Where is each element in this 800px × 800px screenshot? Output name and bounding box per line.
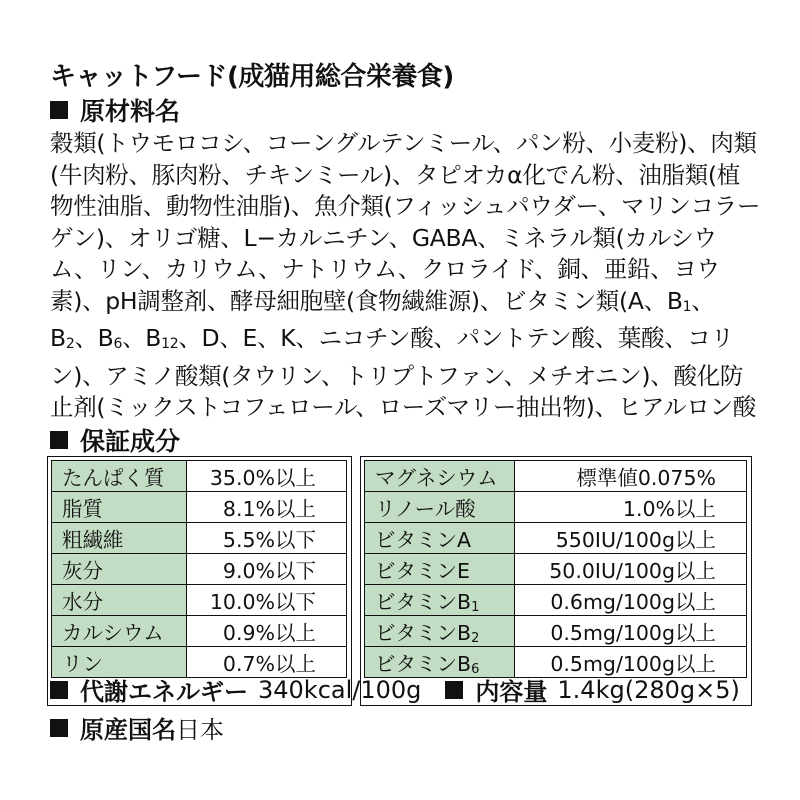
guaranteed-heading xyxy=(50,422,180,458)
nutrient-name-text: 灰分 xyxy=(62,559,103,583)
nutrient-name xyxy=(52,616,187,647)
table-row xyxy=(52,492,347,523)
nutrient-name-subscript: 2 xyxy=(471,631,480,646)
ingredients-sub-6: 6 xyxy=(113,336,123,352)
nutrient-name-text: ビタミンA xyxy=(375,528,472,552)
nutrient-name xyxy=(365,616,515,647)
nutrient-value: 0.9%以上 xyxy=(187,616,347,647)
nutrient-value: 0.5mg/100g以上 xyxy=(514,616,746,647)
ingredients-part-1: 穀類(トウモロコシ、コーングルテンミール、パン粉、小麦粉)、肉類(牛肉粉、豚肉粉、チキンミール)、タピオカα化でん粉、油脂類(植物性油脂、動物性油脂)、魚介類(フィッシュパウダー、マリンコラーゲン)、オリゴ糖、L−カルニチン、GABA、ミネラル類(カルシウム、リン、カリウム、ナトリウム、クロライド、銅、亜鉛、ヨウ素)、pH調整剤、酵母細胞壁(食物繊維源)、ビタミン類(A、B xyxy=(50,129,761,315)
ingredients-text xyxy=(50,128,762,424)
table-row xyxy=(365,554,747,585)
table-row xyxy=(365,523,747,554)
ingredients-part-4: 、B xyxy=(122,324,162,352)
nutrient-value: 0.7%以上 xyxy=(187,647,347,678)
nutrient-value: 1.0%以上 xyxy=(514,492,746,523)
table-row xyxy=(365,461,747,492)
energy-value: 340kcal/100g xyxy=(258,675,422,704)
nutrient-name-text: 脂質 xyxy=(62,497,103,521)
content-value: 1.4kg(280g×5) xyxy=(557,675,740,704)
nutrient-value: 0.6mg/100g以上 xyxy=(514,585,746,616)
ingredients-sub-12: 12 xyxy=(161,336,179,352)
nutrient-name-text: ビタミンB xyxy=(375,652,472,676)
table-row xyxy=(52,616,347,647)
nutrient-name xyxy=(52,585,187,616)
nutrient-name xyxy=(365,585,515,616)
nutrient-value: 10.0%以下 xyxy=(187,585,347,616)
nutrient-name-subscript: 6 xyxy=(471,662,480,677)
nutrient-name xyxy=(52,523,187,554)
guaranteed-table-right xyxy=(364,460,747,678)
table-row xyxy=(365,585,747,616)
table-row xyxy=(52,523,347,554)
nutrient-name xyxy=(365,554,515,585)
table-row xyxy=(52,461,347,492)
origin-label: 原産国名 xyxy=(80,716,176,744)
table-row xyxy=(52,585,347,616)
nutrient-name-subscript: 1 xyxy=(471,600,480,615)
table-row xyxy=(52,554,347,585)
ingredients-part-3: 、B xyxy=(74,324,114,352)
nutrient-name xyxy=(365,461,515,492)
nutrient-value: 標準値0.075% xyxy=(514,461,746,492)
nutrient-value: 35.0%以上 xyxy=(187,461,347,492)
nutrient-name xyxy=(52,554,187,585)
table-row xyxy=(365,492,747,523)
origin-value: 日本 xyxy=(176,716,224,744)
nutrient-name xyxy=(365,492,515,523)
energy-content-line xyxy=(50,672,740,707)
guaranteed-heading-text: 保証成分 xyxy=(80,427,181,456)
ingredients-part-5: 、D、E、K、ニコチン酸、パントテン酸、葉酸、コリン)、アミノ酸類(タウリン、トリプトファン、メチオニン)、酸化防止剤(ミックストコフェロール、ローズマリー抽出物)、ヒアルロン酸 xyxy=(50,324,756,421)
nutrient-name-text: たんぱく質 xyxy=(62,466,165,490)
nutrient-name xyxy=(365,523,515,554)
nutrient-name-text: ビタミンB xyxy=(375,590,472,614)
nutrient-value: 50.0IU/100g以上 xyxy=(514,554,746,585)
ingredients-sub-2: 2 xyxy=(65,336,75,352)
guaranteed-table-left xyxy=(51,460,347,678)
nutrient-name-text: ビタミンB xyxy=(375,621,472,645)
ingredients-part-2: 、B xyxy=(50,286,715,352)
energy-label: 代謝エネルギー xyxy=(80,678,248,706)
nutrient-name xyxy=(52,461,187,492)
nutrient-value: 0.5mg/100g以上 xyxy=(514,647,746,678)
nutrient-name-text: 粗繊維 xyxy=(62,528,124,552)
origin-line xyxy=(50,710,224,745)
nutrient-value: 5.5%以下 xyxy=(187,523,347,554)
nutrient-name-text: カルシウム xyxy=(62,621,164,645)
nutrient-value: 550IU/100g以上 xyxy=(514,523,746,554)
table-row xyxy=(365,616,747,647)
content-label: 内容量 xyxy=(475,678,548,706)
nutrient-value: 8.1%以上 xyxy=(187,492,347,523)
square-bullet-icon xyxy=(445,681,463,699)
nutrient-value: 9.0%以下 xyxy=(187,554,347,585)
nutrient-name-text: マグネシウム xyxy=(375,466,498,490)
square-bullet-icon xyxy=(50,431,68,449)
ingredients-sub-1: 1 xyxy=(682,298,692,315)
nutrient-name-text: ビタミンE xyxy=(375,559,470,583)
nutrient-name xyxy=(52,492,187,523)
nutrient-name-text: リン xyxy=(62,652,103,676)
nutrient-name-text: 水分 xyxy=(62,590,103,614)
ingredients-heading xyxy=(50,92,180,128)
square-bullet-icon xyxy=(50,719,68,737)
product-title: キャットフード(成猫用総合栄養食) xyxy=(50,62,454,92)
square-bullet-icon xyxy=(50,101,68,119)
square-bullet-icon xyxy=(50,681,68,699)
ingredients-heading-text: 原材料名 xyxy=(80,97,181,126)
nutrient-name-text: リノール酸 xyxy=(375,497,476,521)
